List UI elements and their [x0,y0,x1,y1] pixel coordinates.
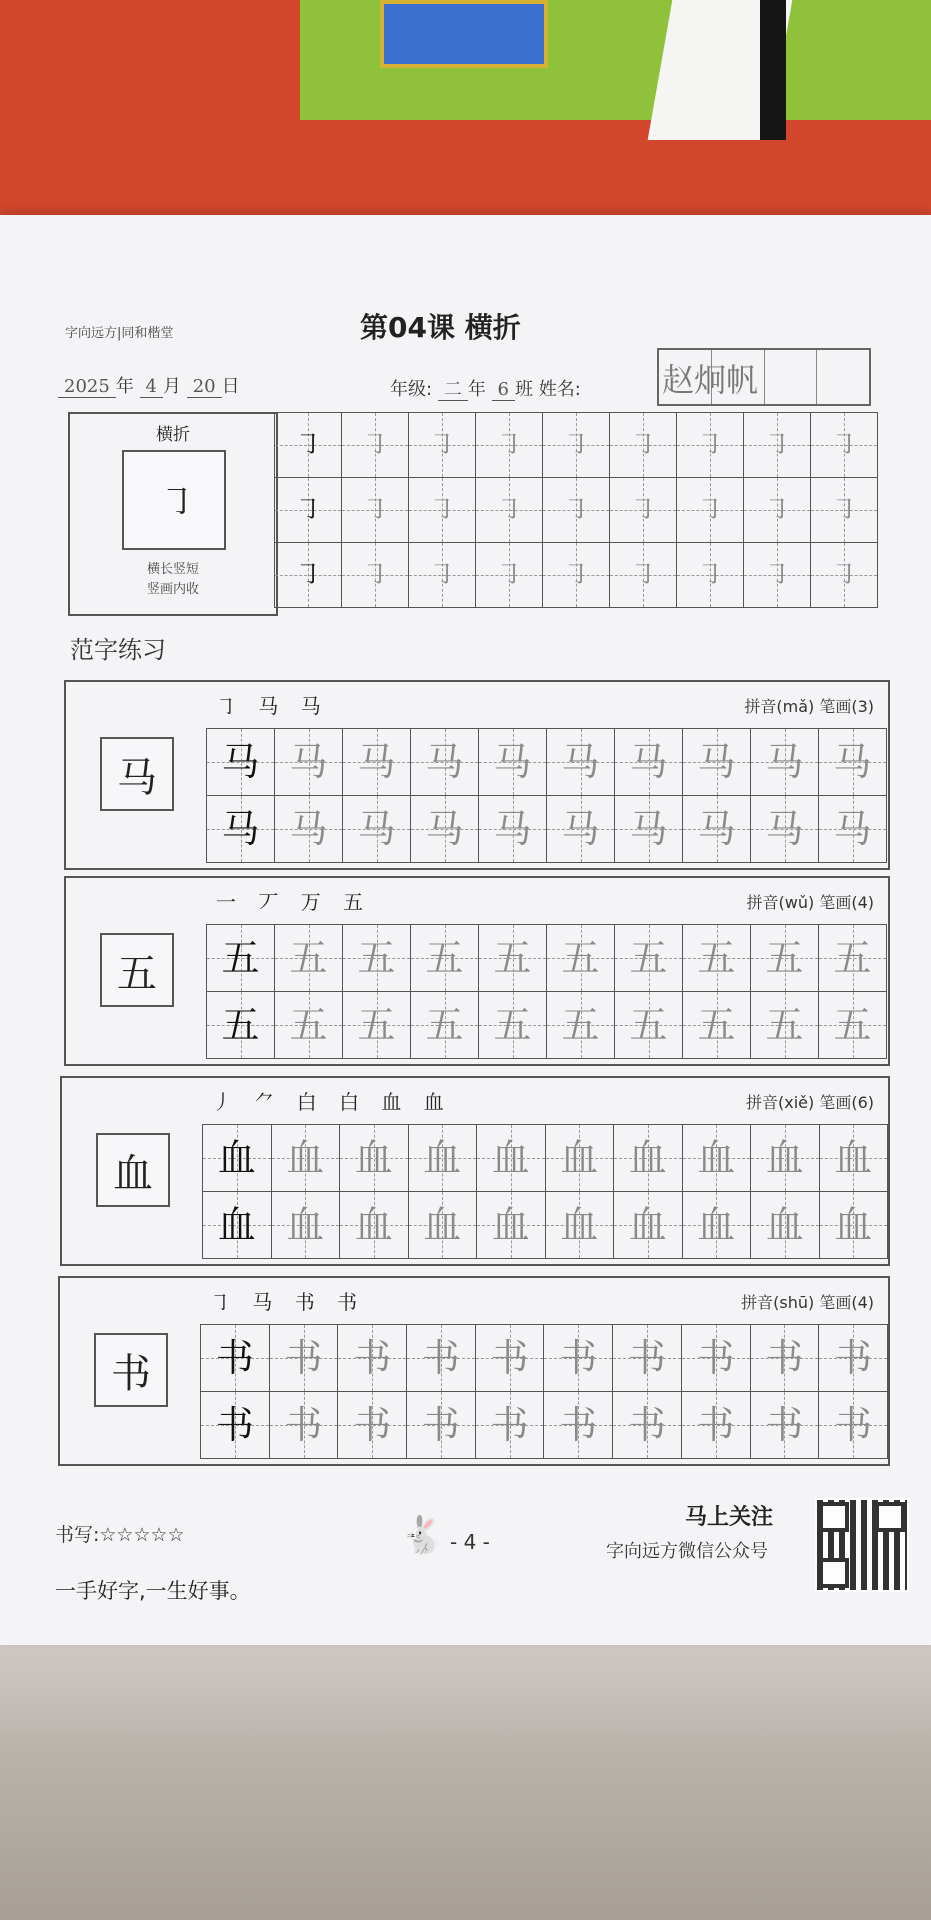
practice-handwritten-glyph: 马 [833,740,872,784]
practice-cell[interactable] [338,1392,407,1459]
practice-handwritten-glyph: 马 [289,740,328,784]
lesson-title: 第04课 横折 [360,311,521,344]
stroke-practice-cell[interactable] [342,543,409,608]
practice-handwritten-glyph: 马 [697,740,736,784]
practice-cell[interactable] [683,796,751,863]
practice-cell[interactable] [343,729,411,796]
practice-cell[interactable] [547,796,615,863]
practice-cell[interactable] [343,925,411,992]
stroke-practice-cell[interactable] [275,413,342,478]
stroke-glyph-copy: ㇆ [361,495,388,525]
stroke-glyph-copy: ㇆ [763,560,790,590]
practice-handwritten-glyph: 血 [834,1203,873,1247]
pinyin-strokes: 拼音(wǔ) 笔画(4) [746,893,874,912]
practice-handwritten-glyph: 书 [696,1336,735,1380]
practice-handwritten-glyph: 五 [357,936,396,980]
practice-handwritten-glyph: 书 [353,1336,392,1380]
practice-cell[interactable] [207,925,275,992]
practice-cell[interactable] [615,729,683,796]
stroke-practice-cell[interactable] [811,543,878,608]
practice-cell[interactable] [751,925,819,992]
stroke-practice-cell[interactable] [476,413,543,478]
stroke-glyph-copy: ㇆ [294,495,321,525]
practice-cell[interactable] [547,729,615,796]
practice-cell[interactable] [819,1325,888,1392]
character-block [60,1076,890,1266]
stroke-name: 横折 [156,425,190,445]
practice-cell[interactable] [407,1392,476,1459]
practice-model-glyph: 书 [215,1336,254,1380]
practice-handwritten-glyph: 马 [357,740,396,784]
practice-model-glyph: 马 [221,807,260,851]
page-number: - 4 - [450,1530,490,1554]
practice-cell[interactable] [411,925,479,992]
practice-cell[interactable] [479,729,547,796]
practice-handwritten-glyph: 书 [627,1336,666,1380]
stroke-practice-cell[interactable] [409,413,476,478]
stroke-practice-cell[interactable] [543,543,610,608]
character-block [58,1276,890,1466]
practice-cell[interactable] [475,1392,544,1459]
practice-cell[interactable] [275,729,343,796]
practice-handwritten-glyph: 五 [629,936,668,980]
practice-handwritten-glyph: 血 [628,1203,667,1247]
practice-handwritten-glyph: 血 [286,1203,325,1247]
practice-cell[interactable] [201,1392,270,1459]
practice-cell[interactable] [269,1325,338,1392]
practice-handwritten-glyph: 书 [834,1336,873,1380]
practice-cell[interactable] [343,992,411,1059]
stroke-practice-cell[interactable] [543,478,610,543]
stroke-practice-cell[interactable] [409,543,476,608]
practice-handwritten-glyph: 马 [765,740,804,784]
practice-cell[interactable] [275,796,343,863]
practice-cell[interactable] [547,925,615,992]
practice-handwritten-glyph: 书 [421,1403,460,1447]
practice-handwritten-glyph: 五 [697,1003,736,1047]
practice-cell[interactable] [819,992,887,1059]
practice-cell[interactable] [207,992,275,1059]
practice-cell[interactable] [201,1325,270,1392]
stroke-glyph-copy: ㇆ [495,495,522,525]
stroke-practice-cell[interactable] [610,413,677,478]
practice-cell[interactable] [544,1325,613,1392]
practice-cell[interactable] [547,992,615,1059]
practice-handwritten-glyph: 血 [697,1136,736,1180]
practice-cell[interactable] [477,1125,546,1192]
stroke-practice-cell[interactable] [677,478,744,543]
practice-handwritten-glyph: 血 [765,1136,804,1180]
stroke-glyph-copy: ㇆ [294,560,321,590]
practice-handwritten-glyph: 书 [765,1336,804,1380]
practice-handwritten-glyph: 五 [493,936,532,980]
stroke-practice-cell[interactable] [610,543,677,608]
stroke-practice-grid [274,412,878,608]
stroke-glyph-copy: ㇆ [294,430,321,460]
practice-handwritten-glyph: 五 [561,1003,600,1047]
stroke-glyph-copy: ㇆ [428,495,455,525]
stroke-practice-cell[interactable] [476,478,543,543]
practice-handwritten-glyph: 书 [627,1403,666,1447]
practice-handwritten-glyph: 马 [561,740,600,784]
practice-cell[interactable] [477,1192,546,1259]
practice-handwritten-glyph: 马 [425,740,464,784]
practice-cell[interactable] [479,925,547,992]
practice-handwritten-glyph: 马 [629,807,668,851]
practice-cell[interactable] [751,796,819,863]
practice-handwritten-glyph: 五 [561,936,600,980]
practice-handwritten-glyph: 马 [697,807,736,851]
stroke-practice-cell[interactable] [744,478,811,543]
stroke-demo-grid [122,450,226,550]
practice-cell[interactable] [207,796,275,863]
model-character: 血 [96,1133,170,1207]
stroke-demo-panel [68,412,278,616]
class-field[interactable]: 6 [492,379,515,401]
practice-handwritten-glyph: 马 [833,807,872,851]
stroke-practice-cell[interactable] [543,413,610,478]
practice-handwritten-glyph: 五 [833,936,872,980]
practice-cell[interactable] [207,729,275,796]
stroke-glyph-copy: ㇆ [696,430,723,460]
stroke-practice-cell[interactable] [744,543,811,608]
practice-handwritten-glyph: 五 [425,936,464,980]
stroke-practice-cell[interactable] [476,543,543,608]
practice-handwritten-glyph: 马 [357,807,396,851]
background-blue-object [380,0,548,68]
stroke-glyph-copy: ㇆ [629,560,656,590]
date-line: 2025 年 4 月 20 日 [58,372,240,398]
character-block [64,680,890,870]
practice-cell[interactable] [411,796,479,863]
stroke-practice-cell[interactable] [409,478,476,543]
stroke-tip: 横长竖短 竖画内收 [146,562,199,597]
stroke-order: 丿 ⺈ 白 白 血 血 [212,1090,452,1114]
practice-cell[interactable] [340,1125,409,1192]
stroke-practice-cell[interactable] [342,478,409,543]
practice-handwritten-glyph: 血 [423,1136,462,1180]
practice-handwritten-glyph: 血 [491,1203,530,1247]
practice-cell[interactable] [751,1192,820,1259]
stroke-glyph-copy: ㇆ [562,495,589,525]
practice-handwritten-glyph: 书 [421,1336,460,1380]
practice-cell[interactable] [411,729,479,796]
stroke-glyph-copy: ㇆ [763,430,790,460]
background-cloth [0,1640,931,1920]
practice-cell[interactable] [343,796,411,863]
practice-cell[interactable] [819,796,887,863]
practice-cell[interactable] [751,992,819,1059]
practice-handwritten-glyph: 书 [284,1403,323,1447]
character-block [64,876,890,1066]
practice-cell[interactable] [271,1192,340,1259]
practice-handwritten-glyph: 马 [765,807,804,851]
practice-model-glyph: 马 [221,740,260,784]
practice-handwritten-glyph: 血 [697,1203,736,1247]
stroke-practice-cell[interactable] [811,478,878,543]
practice-cell[interactable] [819,1192,888,1259]
motto: 一手好字,一生好事。 [55,1579,251,1603]
practice-model-glyph: 五 [221,1003,260,1047]
stroke-glyph-copy: ㇆ [495,560,522,590]
practice-cell[interactable] [751,729,819,796]
practice-cell[interactable] [683,992,751,1059]
practice-handwritten-glyph: 五 [833,1003,872,1047]
writing-rating[interactable]: 书写:☆☆☆☆☆ [55,1524,185,1546]
practice-cell[interactable] [338,1325,407,1392]
model-character: 五 [100,933,174,1007]
stroke-practice-cell[interactable] [275,543,342,608]
stroke-order: 一 丆 万 五 [216,890,372,914]
practice-cell[interactable] [819,1392,888,1459]
stroke-order: ㇆ 马 马 [216,694,329,718]
practice-cell[interactable] [271,1125,340,1192]
stroke-glyph-copy: ㇆ [495,430,522,460]
practice-handwritten-glyph: 血 [491,1136,530,1180]
practice-handwritten-glyph: 书 [490,1403,529,1447]
stroke-practice-cell[interactable] [677,413,744,478]
practice-handwritten-glyph: 五 [357,1003,396,1047]
practice-handwritten-glyph: 马 [629,740,668,784]
practice-cell[interactable] [544,1392,613,1459]
stroke-glyph: ㇆ [160,482,194,522]
practice-cell[interactable] [203,1192,272,1259]
practice-handwritten-glyph: 书 [353,1403,392,1447]
stroke-practice-cell[interactable] [811,413,878,478]
practice-cell[interactable] [615,796,683,863]
follow-subtitle: 字向远方微信公众号 [606,1541,768,1562]
stroke-practice-cell[interactable] [677,543,744,608]
practice-handwritten-glyph: 血 [628,1136,667,1180]
practice-section-title: 范字练习 [70,636,166,664]
pinyin-strokes: 拼音(mǎ) 笔画(3) [744,697,874,716]
practice-handwritten-glyph: 马 [493,807,532,851]
class-line: 年级: 二 年 6 班 姓名: [390,379,581,400]
stroke-glyph-copy: ㇆ [629,495,656,525]
practice-cell[interactable] [683,925,751,992]
practice-model-glyph: 血 [217,1136,256,1180]
practice-handwritten-glyph: 书 [559,1403,598,1447]
practice-cell[interactable] [750,1392,819,1459]
stroke-practice-cell[interactable] [744,413,811,478]
stroke-glyph-copy: ㇆ [562,560,589,590]
practice-handwritten-glyph: 血 [423,1203,462,1247]
practice-handwritten-glyph: 血 [354,1136,393,1180]
practice-handwritten-glyph: 书 [559,1336,598,1380]
practice-cell[interactable] [545,1125,614,1192]
practice-cell[interactable] [681,1325,750,1392]
model-character: 马 [100,737,174,811]
practice-cell[interactable] [269,1392,338,1459]
rabbit-icon: 🐇 [400,1515,445,1556]
background-black-strip [760,0,786,140]
stroke-glyph-copy: ㇆ [830,560,857,590]
pinyin-strokes: 拼音(shū) 笔画(4) [741,1293,874,1312]
stroke-glyph-copy: ㇆ [428,560,455,590]
practice-handwritten-glyph: 血 [765,1203,804,1247]
practice-handwritten-glyph: 血 [834,1136,873,1180]
practice-handwritten-glyph: 五 [765,1003,804,1047]
practice-cell[interactable] [682,1125,751,1192]
practice-handwritten-glyph: 书 [696,1403,735,1447]
practice-handwritten-glyph: 五 [289,936,328,980]
practice-cell[interactable] [819,925,887,992]
practice-cell[interactable] [615,925,683,992]
practice-cell[interactable] [275,992,343,1059]
practice-cell[interactable] [681,1392,750,1459]
grade-field[interactable]: 二 [438,379,468,401]
practice-handwritten-glyph: 五 [765,936,804,980]
practice-cell[interactable] [750,1325,819,1392]
practice-handwritten-glyph: 马 [493,740,532,784]
practice-model-glyph: 五 [221,936,260,980]
model-character: 书 [94,1333,168,1407]
practice-cell[interactable] [411,992,479,1059]
practice-cell[interactable] [475,1325,544,1392]
practice-handwritten-glyph: 书 [765,1403,804,1447]
qr-code-icon[interactable] [815,1498,909,1592]
practice-cell[interactable] [614,1125,683,1192]
practice-cell[interactable] [751,1125,820,1192]
stroke-glyph-copy: ㇆ [562,430,589,460]
stroke-glyph-copy: ㇆ [696,495,723,525]
stroke-practice-cell[interactable] [610,478,677,543]
practice-handwritten-glyph: 五 [425,1003,464,1047]
practice-cell[interactable] [682,1192,751,1259]
pinyin-strokes: 拼音(xiě) 笔画(6) [746,1093,874,1112]
practice-handwritten-glyph: 马 [561,807,600,851]
practice-cell[interactable] [275,925,343,992]
stroke-practice-cell[interactable] [342,413,409,478]
practice-cell[interactable] [615,992,683,1059]
stroke-glyph-copy: ㇆ [361,560,388,590]
practice-handwritten-glyph: 马 [289,807,328,851]
stroke-glyph-copy: ㇆ [361,430,388,460]
practice-cell[interactable] [545,1192,614,1259]
practice-handwritten-glyph: 五 [289,1003,328,1047]
practice-cell[interactable] [408,1125,477,1192]
stroke-order: ㇆ 马 书 书 [210,1290,366,1314]
stroke-glyph-copy: ㇆ [830,495,857,525]
practice-cell[interactable] [479,796,547,863]
practice-cell[interactable] [613,1392,682,1459]
practice-cell[interactable] [819,729,887,796]
stroke-glyph-copy: ㇆ [696,560,723,590]
practice-cell[interactable] [407,1325,476,1392]
practice-handwritten-glyph: 书 [834,1403,873,1447]
practice-cell[interactable] [408,1192,477,1259]
practice-cell[interactable] [613,1325,682,1392]
practice-handwritten-glyph: 书 [490,1336,529,1380]
practice-model-glyph: 血 [217,1203,256,1247]
practice-handwritten-glyph: 五 [629,1003,668,1047]
practice-cell[interactable] [683,729,751,796]
practice-cell[interactable] [203,1125,272,1192]
date-year[interactable]: 2025 [58,376,116,398]
practice-handwritten-glyph: 书 [284,1336,323,1380]
practice-cell[interactable] [340,1192,409,1259]
practice-handwritten-glyph: 血 [560,1136,599,1180]
practice-handwritten-glyph: 血 [354,1203,393,1247]
practice-handwritten-glyph: 血 [560,1203,599,1247]
practice-handwritten-glyph: 马 [425,807,464,851]
practice-cell[interactable] [614,1192,683,1259]
date-day[interactable]: 20 [187,376,222,398]
brand-logo-text: 字向远方|同和楷堂 [65,326,174,341]
practice-cell[interactable] [479,992,547,1059]
name-handwriting: 赵炯帆 [662,361,759,399]
practice-handwritten-glyph: 五 [493,1003,532,1047]
stroke-practice-cell[interactable] [275,478,342,543]
stroke-glyph-copy: ㇆ [763,495,790,525]
date-month[interactable]: 4 [140,376,163,398]
practice-handwritten-glyph: 五 [697,936,736,980]
follow-title: 马上关注 [685,1505,774,1530]
stroke-glyph-copy: ㇆ [830,430,857,460]
practice-cell[interactable] [819,1125,888,1192]
practice-handwritten-glyph: 血 [286,1136,325,1180]
practice-model-glyph: 书 [215,1403,254,1447]
stroke-glyph-copy: ㇆ [629,430,656,460]
stroke-glyph-copy: ㇆ [428,430,455,460]
